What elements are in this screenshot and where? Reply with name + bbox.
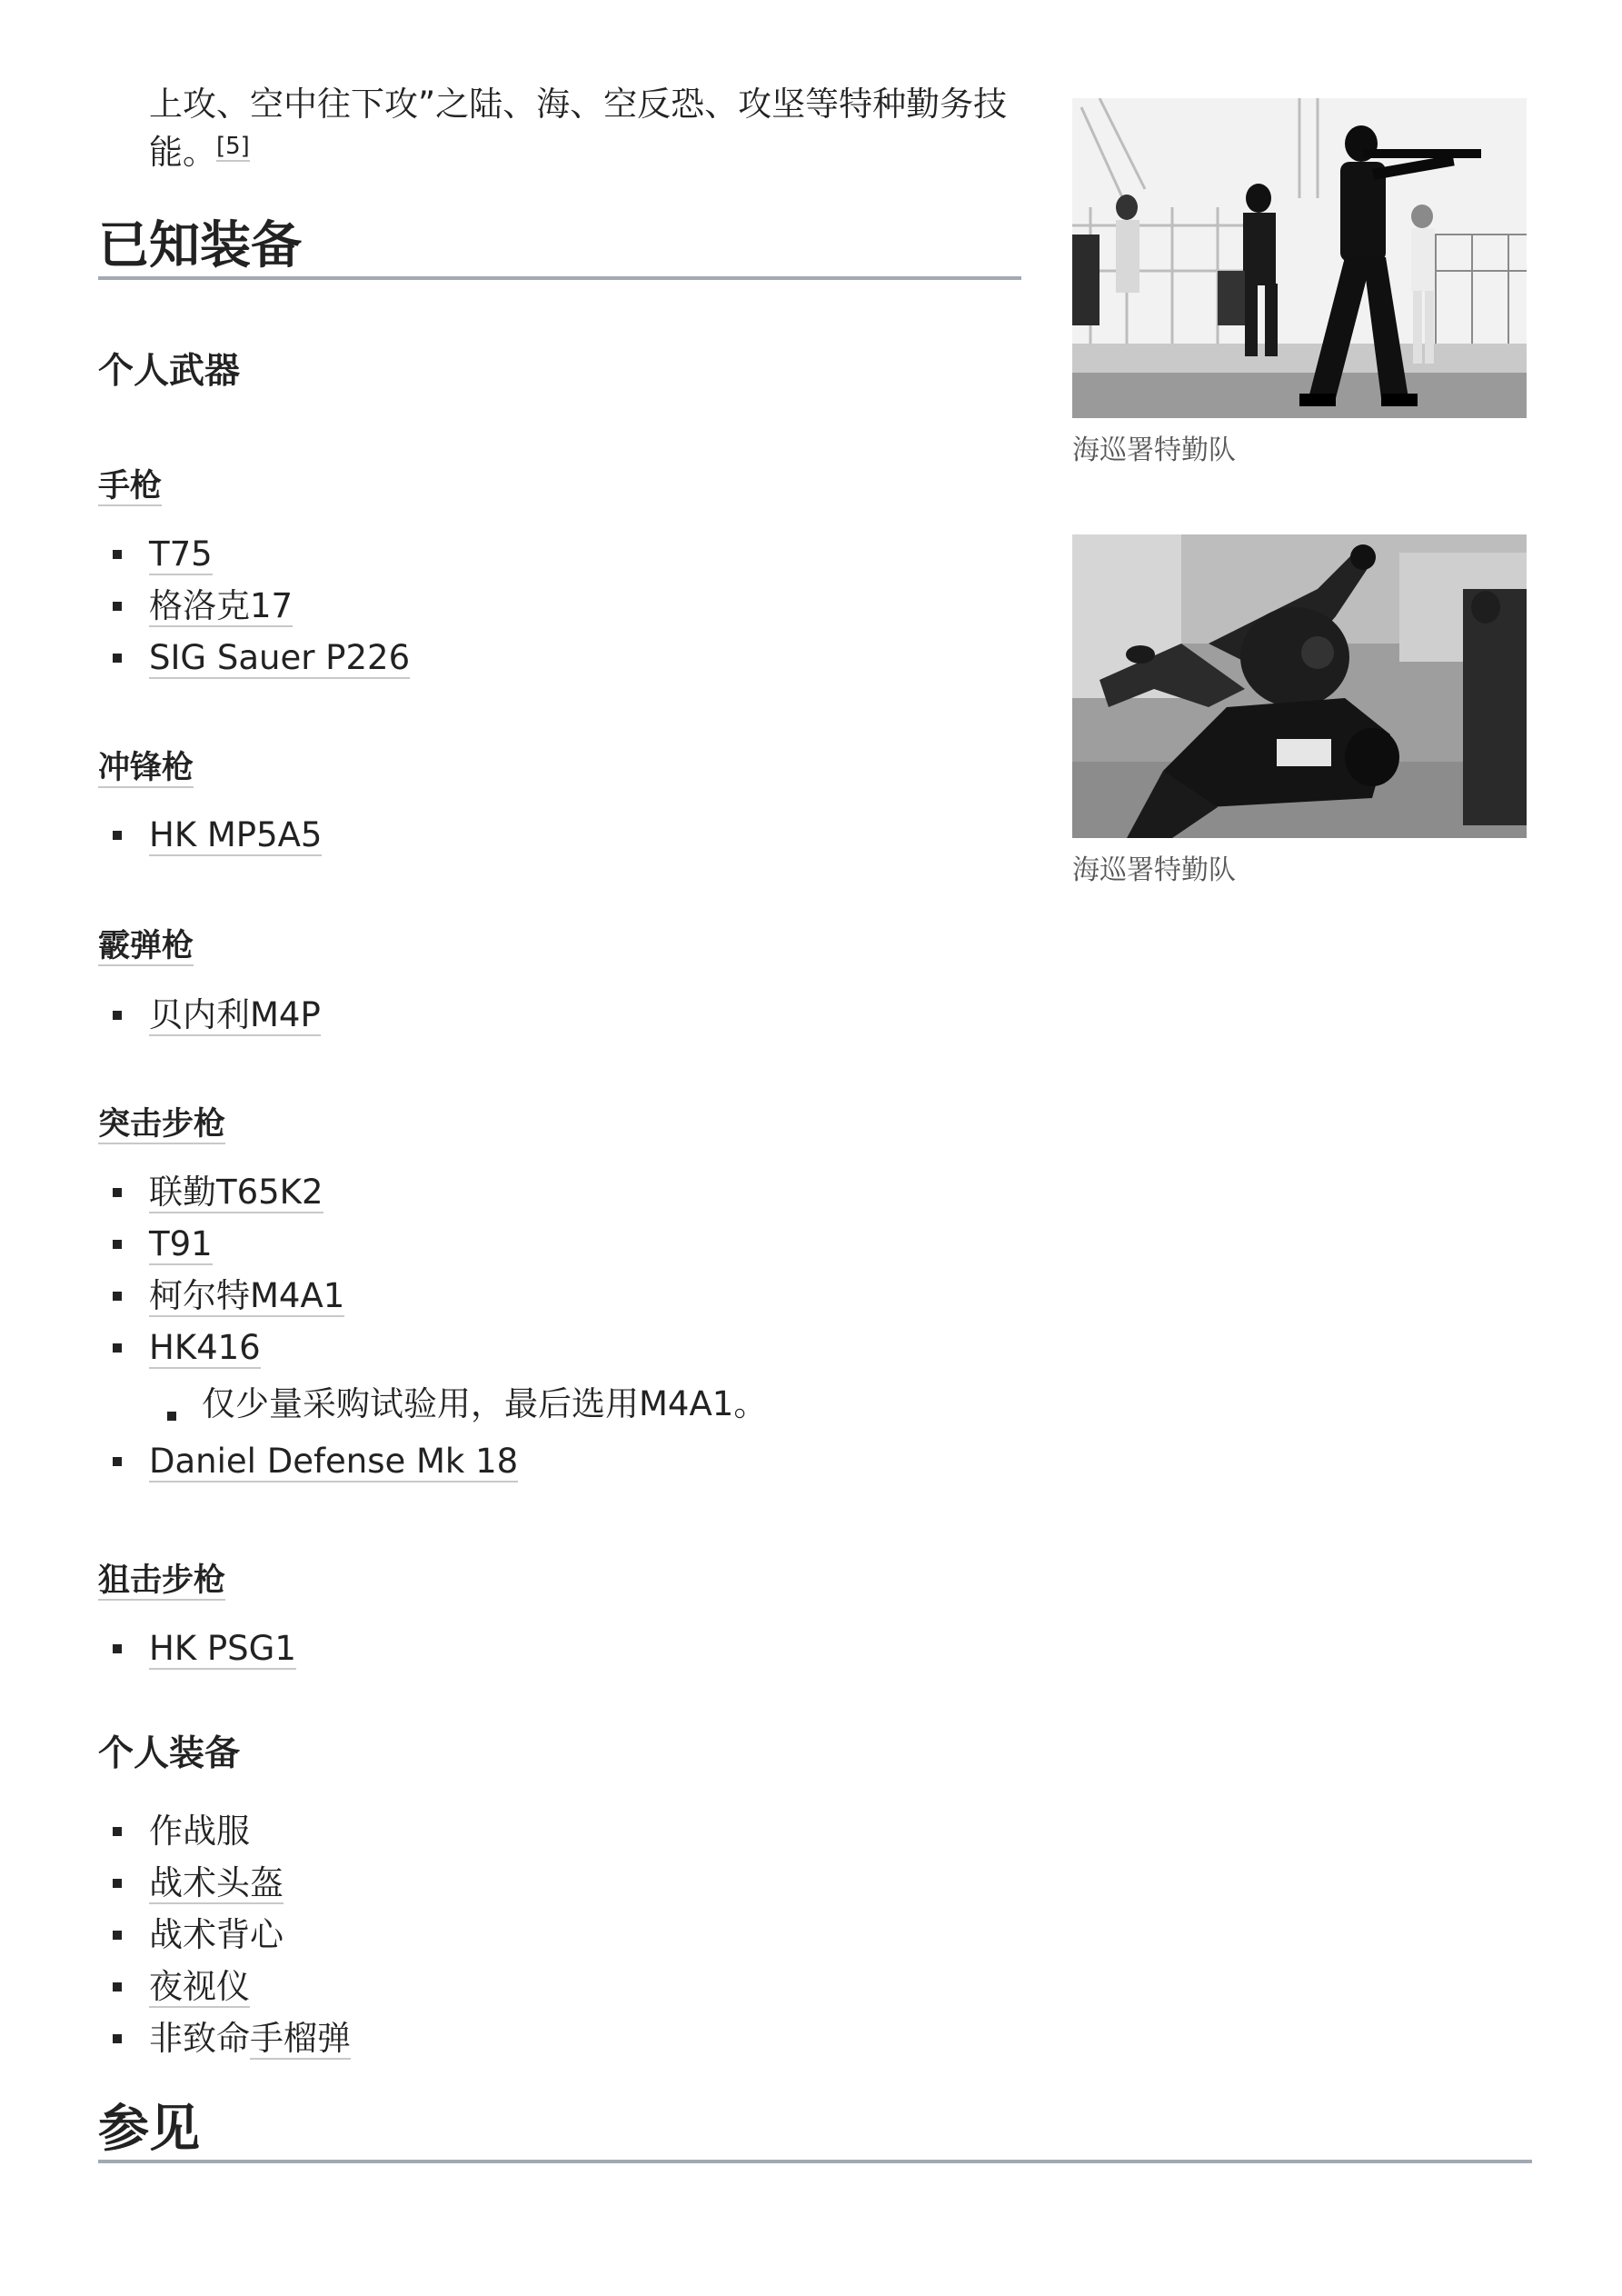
shotgun-list bbox=[149, 989, 321, 1041]
heading-pistol: 手枪 bbox=[98, 468, 163, 504]
list-item bbox=[149, 1322, 767, 1373]
figure-2-caption: 海巡署特勤队 bbox=[1072, 854, 1236, 886]
figure-1 bbox=[1072, 98, 1527, 467]
list-item bbox=[149, 528, 410, 580]
subsection-heading-weapons: 个人武器 bbox=[98, 351, 241, 392]
list-item bbox=[149, 1218, 767, 1270]
list-item bbox=[149, 1909, 351, 1961]
photo-coast-guard-takedown[interactable] bbox=[1072, 534, 1527, 838]
list-item bbox=[149, 1435, 767, 1487]
smg-list bbox=[149, 809, 322, 861]
list-item bbox=[149, 2012, 351, 2064]
sniper-list bbox=[149, 1622, 296, 1674]
rifle-link-m4a1[interactable]: 柯尔特M4A1 bbox=[149, 1276, 345, 1315]
shotgun-link-m4p[interactable]: 贝内利M4P bbox=[149, 995, 321, 1034]
list-item bbox=[149, 580, 410, 632]
list-item bbox=[149, 1805, 351, 1857]
pistol-link-p226[interactable]: SIG Sauer P226 bbox=[149, 638, 411, 677]
list-item bbox=[149, 1270, 767, 1322]
hk416-note: 仅少量采购试验用，最后选用M4A1。 bbox=[202, 1384, 768, 1423]
figure-2 bbox=[1072, 534, 1527, 887]
figure-1-caption: 海巡署特勤队 bbox=[1072, 434, 1236, 466]
heading-assault-rifle: 突击步枪 bbox=[98, 1106, 226, 1143]
intro-paragraph bbox=[149, 80, 1021, 176]
heading-shotgun: 霰弹枪 bbox=[98, 928, 194, 964]
photo-coast-guard-shooting[interactable] bbox=[1072, 98, 1527, 418]
list-item bbox=[149, 809, 322, 861]
pistol-link-glock17[interactable]: 格洛克17 bbox=[149, 586, 294, 625]
list-item bbox=[149, 1166, 767, 1218]
heading-sniper: 狙击步枪 bbox=[98, 1562, 226, 1599]
gear-link-grenade[interactable]: 手榴弹 bbox=[250, 2019, 351, 2058]
section-heading-see-also: 参见 bbox=[98, 2100, 1532, 2163]
intro-line2: 能。 bbox=[149, 133, 216, 172]
rifle-link-t65k2[interactable]: 联勤T65K2 bbox=[149, 1173, 323, 1212]
list-item bbox=[149, 989, 321, 1041]
gear-link-nvg[interactable]: 夜视仪 bbox=[149, 1967, 250, 2006]
gear-item-vest: 战术背心 bbox=[149, 1915, 284, 1954]
gear-link-helmet[interactable]: 战术头盔 bbox=[149, 1863, 284, 1902]
section-heading-equipment: 已知装备 bbox=[98, 216, 1021, 280]
rifle-link-t91[interactable]: T91 bbox=[149, 1224, 213, 1263]
list-item-nested bbox=[149, 1373, 767, 1435]
gear-item-uniform: 作战服 bbox=[149, 1812, 250, 1851]
sniper-link-psg1[interactable]: HK PSG1 bbox=[149, 1629, 296, 1668]
gear-item-nonlethal: 非致命 bbox=[149, 2019, 250, 2058]
rifle-link-hk416[interactable]: HK416 bbox=[149, 1328, 261, 1367]
pistol-list bbox=[149, 528, 410, 684]
rifle-link-mk18[interactable]: Daniel Defense Mk 18 bbox=[149, 1442, 519, 1481]
heading-smg: 冲锋枪 bbox=[98, 750, 194, 786]
list-item bbox=[149, 1961, 351, 2012]
reference-link[interactable]: [5] bbox=[216, 133, 250, 160]
smg-link-mp5a5[interactable]: HK MP5A5 bbox=[149, 815, 323, 854]
gear-list bbox=[149, 1805, 351, 2064]
list-item bbox=[149, 632, 410, 684]
intro-line1: 上攻、空中往下攻”之陆、海、空反恐、攻坚等特种勤务技 bbox=[149, 85, 1008, 124]
subsection-heading-gear: 个人装备 bbox=[98, 1733, 241, 1774]
list-item bbox=[149, 1622, 296, 1674]
list-item bbox=[149, 1857, 351, 1909]
pistol-link-t75[interactable]: T75 bbox=[149, 534, 213, 574]
rifle-list bbox=[149, 1166, 767, 1487]
